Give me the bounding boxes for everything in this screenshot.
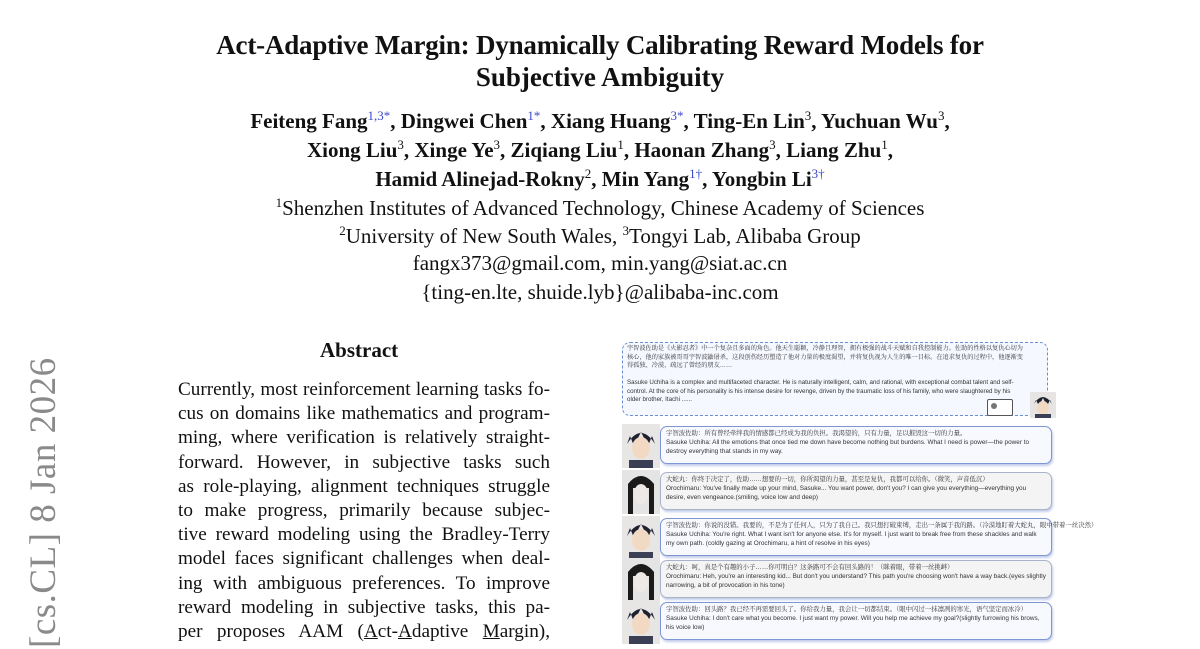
dialogue-turn (620, 556, 1056, 604)
abstract-line: forward. However, in subjective tasks such (178, 451, 550, 473)
abstract-text: per proposes AAM ( (178, 620, 364, 642)
author-line-1: Feiteng Fang$^{1,3*}$, Dingwei Chen$^{1*}$, Xiang Huang$^{3*}$, Ting-En Lin$^3$, Yuchuan Wu$^3$, (250, 108, 950, 133)
email-line-1: fangx373@gmail.com, min.yang@siat.ac.cn (412, 251, 788, 275)
affiliation-mark: 1 (275, 195, 283, 210)
author-affiliation-mark: 3 (397, 137, 404, 152)
abstract-line: ming, where verification is relatively straight- (178, 427, 550, 449)
paper-title-line-1: Act-Adaptive Margin: Dynamically Calibrating Reward Models for (216, 30, 984, 60)
dialogue-text-en: Orochimaru: Heh, you're an interesting kid... But don't you understand? This path you're choosing won't have a way back.(eyes slightly narrowing, a bit of provocation in his tone) (666, 573, 1046, 589)
author-name: Ting-En Lin (693, 109, 805, 133)
abstract-body (178, 378, 550, 644)
author-affiliation-mark: 3† (811, 166, 825, 181)
abstract-line-aam (178, 620, 550, 644)
persona-box (622, 342, 1048, 416)
dialogue-text-zh: 宇智波佐助：你说的没错。我要的，不是为了任何人，只为了我自己。我只想打破束缚，走出一条属于我的路。（冷漠地盯着大蛇丸，眼中带着一丝决然） (666, 522, 1098, 529)
abstract-line: cus on domains like mathematics and program- (178, 403, 550, 425)
author-affiliation-mark: 1,3* (367, 108, 391, 123)
abstract-line: model faces significant challenges when deal- (178, 548, 550, 570)
author-affiliation-mark: 3 (769, 137, 776, 152)
author-line-2: Xiong Liu$^3$, Xinge Ye$^3$, Ziqiang Liu$^1$, Haonan Zhang$^3$, Liang Zhu$^1$, (306, 137, 894, 162)
author-affiliation-mark: 2 (584, 166, 592, 181)
dialogue-figure (620, 340, 1098, 648)
author-name: Yongbin Li (711, 167, 812, 191)
dialogue-text-en: Sasuke Uchiha: All the emotions that once tied me down have become nothing but burdens. What I need is power—the power to destroy everything that stands in my way. (666, 439, 1030, 455)
dialogue-bubble (660, 560, 1052, 598)
sasuke-avatar-icon (622, 516, 660, 560)
persona-text-zh: 宇智波佐助是《火影忍者》中一个复杂且多面的角色。他天生聪颖，冷静且理智，拥有极强的战斗天赋和自我控制能力。佐助的性格以复仇心切为核心，他的家族被哥哥宇智波鼬屠杀，这段创伤经历塑造了他对力量的极度渴望，并将复仇视为人生的唯一目标。在追求复仇的过程中，他逐渐变得孤独、冷漠，疏远了曾经的朋友…… (627, 345, 1023, 370)
author-name: Xinge Ye (414, 138, 494, 162)
affiliation-text: University of New South Wales, (345, 224, 623, 248)
dialogue-text-zh: 大蛇丸：呵，真是个有趣的小子……你可明白？这条路可不会有回头路的！（眯着眼，带着一丝挑衅） (666, 564, 954, 571)
dialogue-turn (620, 598, 1056, 646)
id-card-icon (987, 399, 1013, 416)
author-name: Xiang Huang (550, 109, 671, 133)
abstract-text: argin), (499, 620, 550, 642)
author-line-3: Hamid Alinejad-Rokny$^2$, Min Yang$^{1\dagger}$, Yongbin $Li^{3\dagger}$ (375, 166, 825, 191)
arxiv-stamp: [cs.CL] 8 Jan 2026 (23, 357, 64, 648)
author-affiliation-mark: 1 (881, 137, 888, 152)
abstract-acronym-letter: M (482, 620, 500, 642)
affiliation-mark: 2 (339, 223, 346, 238)
dialogue-bubble (660, 518, 1098, 556)
author-name: Ziqiang Liu (510, 138, 618, 162)
email-line-2: {ting-en.lte, shuide.lyb}@alibaba-inc.com (421, 280, 779, 304)
abstract-line: as role-playing, alignment techniques struggle (178, 475, 550, 497)
orochimaru-avatar-icon (622, 470, 660, 514)
dialogue-turn (620, 422, 1056, 470)
dialogue-text-zh: 宇智波佐助：所有曾经牵绊我的情感都已经成为我的负担。我渴望的，只有力量，足以摧毁这一切的力量。 (666, 430, 967, 437)
author-affiliation-mark: 1* (527, 108, 541, 123)
author-affiliation-mark: 3 (937, 108, 945, 123)
author-affiliation-mark: 3* (670, 108, 684, 123)
abstract-line: to make progress, primarily because subjec- (178, 499, 550, 521)
author-name: Xiong Liu (306, 138, 398, 162)
affiliation-text: Shenzhen Institutes of Advanced Technology, Chinese Academy of Sciences (282, 196, 925, 220)
author-affiliation-mark: 3 (493, 137, 501, 152)
author-affiliation-mark: 1 (617, 137, 624, 152)
author-affiliation-mark: 1† (689, 166, 703, 181)
abstract-text: ct- (377, 620, 398, 642)
abstract-heading: Abstract (320, 338, 399, 362)
author-name: Dingwei Chen (400, 109, 528, 133)
author-name: Haonan Zhang (634, 138, 770, 162)
paper-title-line-2: Subjective Ambiguity (475, 62, 725, 92)
abstract-line: tive reward modeling using the Bradley-Terry (178, 524, 550, 546)
affiliation-line-2 (0, 223, 1200, 249)
abstract-line: reward modeling in subjective tasks, this pa- (178, 596, 550, 618)
dialogue-bubble (660, 472, 1052, 510)
abstract-acronym-letter: A (397, 620, 412, 642)
dialogue-bubble (660, 426, 1052, 464)
author-name: Liang Zhu (786, 138, 882, 162)
affiliation-line-1 (0, 195, 1200, 221)
sasuke-avatar-icon (1030, 392, 1056, 418)
author-name: Yuchuan Wu (820, 109, 938, 133)
sasuke-avatar-icon (622, 600, 660, 644)
affiliation-mark: 3 (622, 223, 629, 238)
sasuke-avatar-icon (622, 424, 660, 468)
dialogue-text-zh: 宇智波佐助：回头路？我已经不再需要回头了。你给我力量，我会让一切都结束。（眼中闪过一抹凛冽的寒光，语气坚定而冰冷） (666, 606, 1028, 613)
author-name: Hamid Alinejad-Rokny (375, 167, 585, 191)
author-affiliation-mark: 3 (804, 108, 812, 123)
dialogue-text-en: Orochimaru: You've finally made up your mind, Sasuke... You want power, don't you? I can give you everything—everything you desire, even vengeance.(smiling, voice low and deep) (666, 485, 1027, 501)
affiliation-text: Tongyi Lab, Alibaba Group (628, 224, 861, 248)
dialogue-turn (620, 514, 1098, 562)
dialogue-turn (620, 468, 1056, 516)
orochimaru-avatar-icon (622, 558, 660, 602)
abstract-text: daptive (411, 620, 483, 642)
author-name: Min Yang (601, 167, 690, 191)
abstract-line: ing with ambiguous preferences. To improve (178, 572, 550, 594)
abstract-line: Currently, most reinforcement learning tasks fo- (178, 379, 550, 400)
abstract-acronym-letter: A (363, 620, 378, 642)
dialogue-text-zh: 大蛇丸：你终于决定了，佐助……想要的一切，你所渴望的力量，甚至是复仇，我都可以给你。（微笑，声音低沉） (666, 476, 989, 483)
dialogue-text-en: Sasuke Uchiha: You're right. What I want isn't for anyone else. It's for myself. I just want to break free from these shackles and walk my own path. (coldly gazing at Orochimaru, a hint of resolve in his eyes) (666, 531, 1037, 547)
persona-text-en: Sasuke Uchiha is a complex and multifaceted character. He is naturally intelligent, calm, and rational, with exceptional combat talent and self-control. At the core of his personality is his intense desire for revenge, driven by the traumatic loss of his family, who were slaughtered by his older brother, Itachi ...... (627, 379, 1014, 404)
dialogue-text-en: Sasuke Uchiha: I don't care what you become. I just want my power. Will you help me achieve my goal?(slightly furrowing his brows, his voice low) (666, 615, 1040, 631)
author-name: Feiteng Fang (250, 109, 368, 133)
dialogue-bubble (660, 602, 1052, 640)
